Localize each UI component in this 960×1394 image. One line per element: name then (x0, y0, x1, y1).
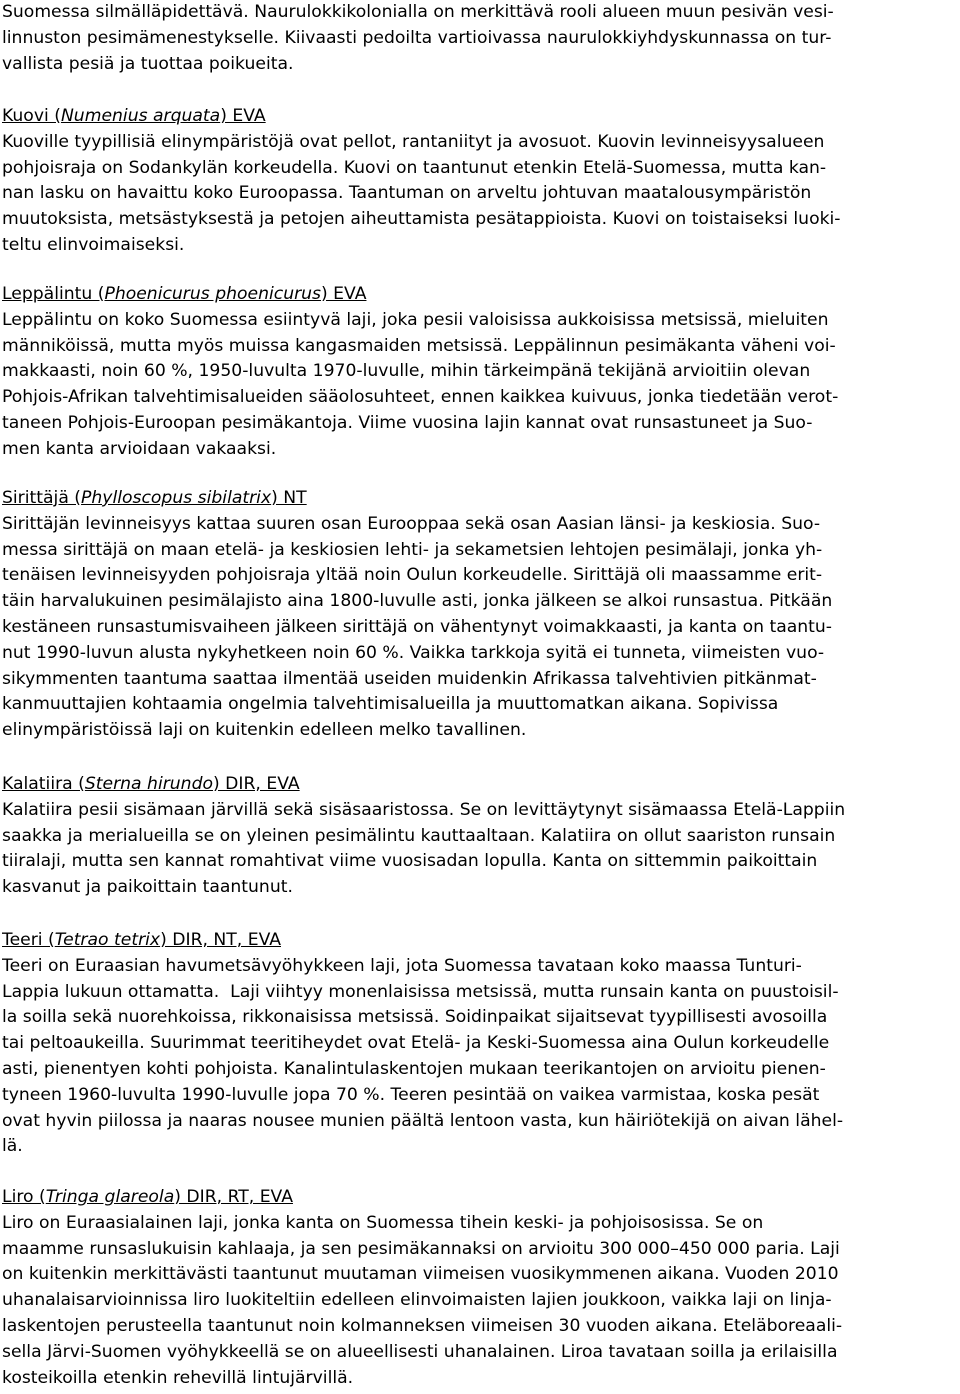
latin-name: Phoenicurus phoenicurus (104, 284, 322, 304)
text-line: pohjoisraja on Sodankylän korkeudella. Kuovi on taantunut etenkin Etelä-Suomessa, mutta kan- (2, 157, 827, 178)
text-line: elinympäristöissä laji on kuitenkin edelleen melko tavallinen. (2, 720, 527, 741)
text-line: on kuitenkin merkittävästi taantunut muutaman viimeisen vuosikymmenen aikana. Vuoden 2010 (2, 1264, 839, 1285)
text-line: kanmuuttajien kohtaamia ongelmia talvehtimisalueilla ja muuttomatkan aikana. Sopivissa (2, 694, 779, 715)
text-line: Suomessa silmälläpidettävä. Naurulokkikolonialla on merkittävä rooli alueen muun pesivän vesi- (2, 2, 834, 22)
text-line: kestäneen runsastumisvaiheen jälkeen sirittäjä on vähentynyt voimakkaasti, ja kanta on taantu- (2, 616, 833, 637)
text-line: nan lasku on havaittu koko Euroopassa. Taantuman on arveltu johtuvan maatalousympäristön (2, 183, 812, 204)
species-heading (2, 1185, 958, 1211)
species-heading (2, 486, 958, 512)
heading-status: ) EVA (321, 284, 367, 304)
text-line: tenäisen levinneisyyden pohjoisraja yltää noin Oulun korkeudelle. Sirittäjä oli maassamme erit- (2, 565, 823, 586)
text-line: kosteikoilla etenkin rehevillä lintujärvillä. (2, 1367, 354, 1388)
text-line: taneen Pohjois-Euroopan pesimäkantoja. Viime vuosina lajin kannat ovat runsastuneet ja Suo- (2, 412, 813, 433)
text-line: tyneen 1960-luvulta 1990-luvulle jopa 70 %. Teeren pesintää on vaikea varmistaa, koska pesät (2, 1084, 820, 1105)
text-line: saakka ja merialueilla se on yleinen pesimälintu kauttaaltaan. Kalatiira on ollut saariston runsain (2, 825, 836, 846)
heading-status: ) EVA (220, 106, 266, 126)
text-line: Leppälintu on koko Suomessa esiintyvä laji, joka pesii valoisissa aukkoisissa metsissä, mieluiten (2, 309, 829, 330)
text-line: Teeri on Euraasian havumetsävyöhykkeen laji, jota Suomessa tavataan koko maassa Tunturi- (2, 955, 802, 976)
text-line: männiköissä, mutta myös muissa kangasmaiden metsissä. Leppälinnun pesimäkanta väheni voi- (2, 335, 836, 356)
text-line: Liro on Euraasialainen laji, jonka kanta on Suomessa tihein keski- ja pohjoisosissa. Se on (2, 1212, 764, 1233)
text-line: vallista pesiä ja tuottaa poikueita. (2, 53, 294, 74)
text-line: nut 1990-luvun alusta nykyhetkeen noin 60 %. Vaikka tarkkoja syitä ei tunneta, viimeisten vuo- (2, 642, 825, 663)
text-line: laskentojen perusteella taantunut noin kolmanneksen viimeisen 30 vuoden aikana. Eteläboreaali- (2, 1315, 843, 1336)
intro-paragraph (2, 0, 958, 77)
section-leppalintu (2, 282, 958, 463)
section-sirittaja (2, 486, 958, 744)
text-line: muutoksista, metsästyksestä ja petojen aiheuttamista pesätappioista. Kuovi on toistaiseksi luoki- (2, 209, 841, 230)
text-line: maamme runsaslukuisin kahlaaja, ja sen pesimäkannaksi on arvioitu 300 000–450 000 paria. Laji (2, 1238, 840, 1259)
section-kuovi (2, 104, 958, 259)
heading-prefix: Sirittäjä ( (2, 488, 82, 508)
section-kalatiira (2, 772, 958, 901)
text-line: kasvanut ja paikoittain taantunut. (2, 877, 293, 898)
latin-name: Sterna hirundo (84, 774, 214, 794)
text-line: linnuston pesimämenestykselle. Kiivaasti pedoilta vartioivassa naurulokkiyhdyskunnassa on tur- (2, 27, 832, 48)
text-line: makkaasti, noin 60 %, 1950-luvulta 1970-luvulle, mihin tärkeimpänä tekijänä arvioitiin olevan (2, 361, 811, 382)
text-line: sikymmenten taantuma saattaa ilmentää useiden muidenkin Afrikassa talvehtivien pitkänmat- (2, 668, 817, 689)
text-line: ovat hyvin piilossa ja naaras nousee munien päältä lentoon vasta, kun häiriötekijä on aivan lähel- (2, 1110, 844, 1131)
text-line: teltu elinvoimaiseksi. (2, 234, 185, 255)
species-heading (2, 282, 958, 308)
heading-prefix: Liro ( (2, 1187, 46, 1207)
text-line: sella Järvi-Suomen vyöhykkeellä se on alueellisesti uhanalainen. Liroa tavataan soilla ja erilaisilla (2, 1341, 838, 1362)
species-heading (2, 772, 958, 798)
text-line: Sirittäjän levinneisyys kattaa suuren osan Eurooppaa sekä osan Aasian länsi- ja keskiosia. Suo- (2, 513, 821, 534)
text-line: Kalatiira pesii sisämaan järvillä sekä sisäsaaristossa. Se on levittäytynyt sisämaassa Etelä-Lappiin (2, 799, 846, 820)
text-line: täin harvalukuinen pesimälajisto aina 1800-luvulle asti, jonka jälkeen se alkoi runsastua. Pitkään (2, 591, 833, 612)
species-heading (2, 928, 958, 954)
latin-name: Tringa glareola (45, 1187, 175, 1207)
text-line: Kuoville tyypillisiä elinympäristöjä ovat pellot, rantaniityt ja avosuot. Kuovin levinneisyysalueen (2, 131, 825, 152)
heading-prefix: Kuovi ( (2, 106, 61, 126)
heading-prefix: Leppälintu ( (2, 284, 105, 304)
text-line: la soilla sekä nuorehkoissa, rikkonaisissa metsissä. Soidinpaikat sijaitsevat tyypillisesti avosoilla (2, 1007, 828, 1028)
species-heading (2, 104, 958, 130)
heading-prefix: Teeri ( (2, 930, 55, 950)
heading-status: ) DIR, NT, EVA (160, 930, 281, 950)
text-line: tai peltoaukeilla. Suurimmat teeritiheydet ovat Etelä- ja Keski-Suomessa aina Oulun korkeudelle (2, 1033, 830, 1054)
latin-name: Tetrao tetrix (54, 930, 161, 950)
text-line: asti, pienentyen kohti pohjoista. Kanalintulaskentojen mukaan teerikantojen on arvioitu pienen- (2, 1058, 826, 1079)
text-line: tiiralaji, mutta sen kannat romahtivat viime vuosisadan lopulla. Kanta on sittemmin paikoittain (2, 851, 818, 872)
text-line: men kanta arvioidaan vakaaksi. (2, 438, 277, 459)
heading-status: ) NT (271, 488, 307, 508)
text-line: messa sirittäjä on maan etelä- ja keskiosien lehti- ja sekametsien lehtojen pesimälaji, jonka yh- (2, 539, 823, 560)
text-line: Pohjois-Afrikan talvehtimisalueiden sääolosuhteet, ennen kaikkea kuivuus, jonka tiedetään verot- (2, 387, 839, 408)
text-line: Lappia lukuun ottamatta. Laji viihtyy monenlaisissa metsissä, mutta runsain kanta on puustoisil- (2, 981, 839, 1002)
latin-name: Phylloscopus sibilatrix (81, 488, 272, 508)
heading-status: ) DIR, EVA (213, 774, 300, 794)
heading-status: ) DIR, RT, EVA (174, 1187, 293, 1207)
section-liro (2, 1185, 958, 1391)
text-line: uhanalaisarvioinnissa liro luokiteltiin edelleen elinvoimaisten lajien joukkoon, vaikka laji on linja- (2, 1290, 832, 1311)
heading-prefix: Kalatiira ( (2, 774, 85, 794)
section-teeri (2, 928, 958, 1160)
latin-name: Numenius arquata (60, 106, 221, 126)
text-line: lä. (2, 1136, 23, 1157)
